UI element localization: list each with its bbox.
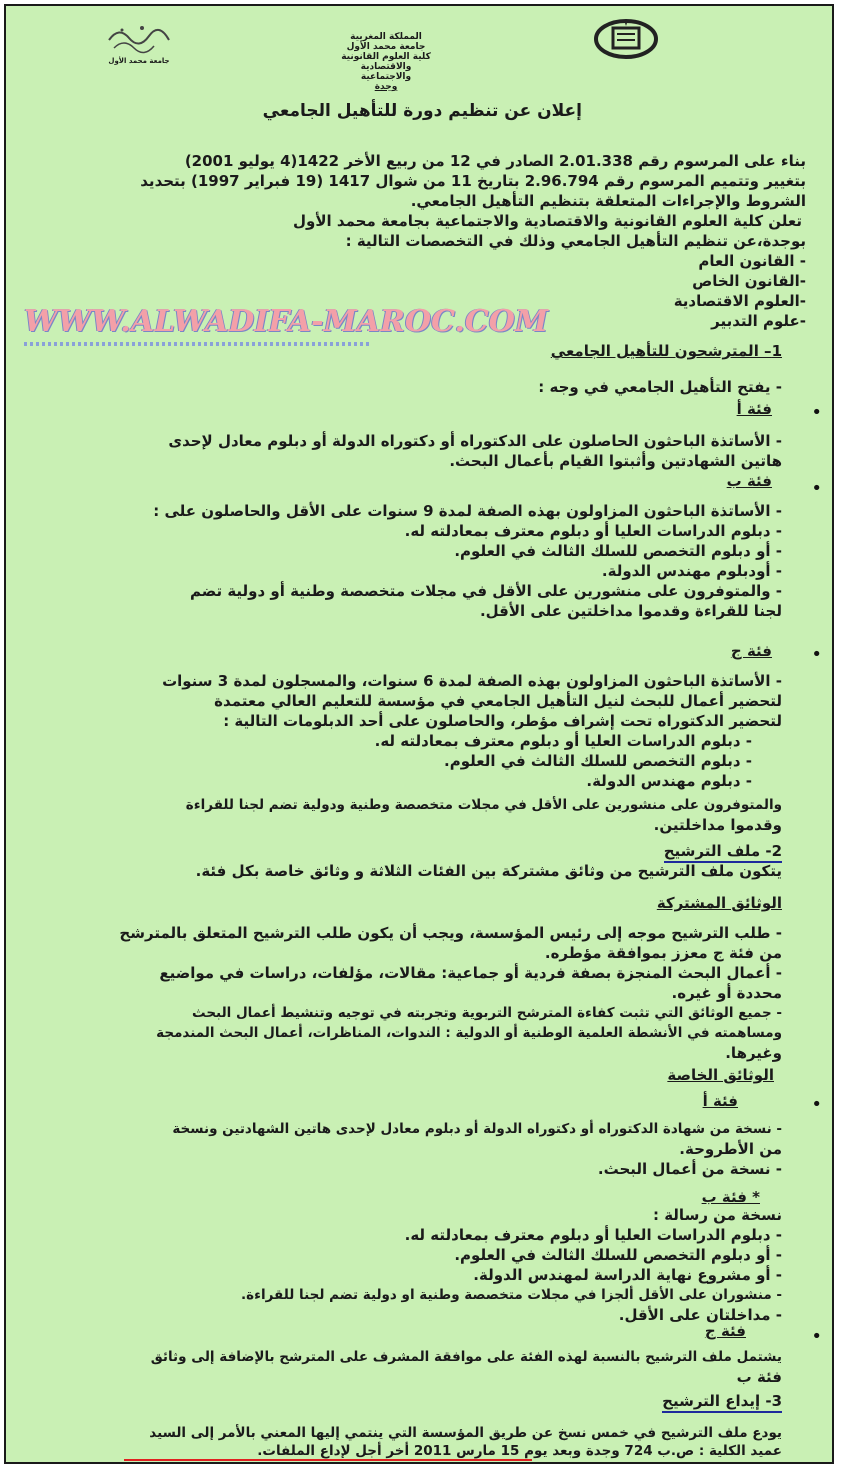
intro-line-1: بناء على المرسوم رقم 2.01.338 الصادر في 12 من ربيع الأخر 1422(4 يوليو 2001) (184, 152, 806, 170)
intro-line-4: تعلن كلية العلوم القانونية والاقتصادية والاجتماعية بجامعة محمد الأول (293, 212, 802, 230)
section3-line-2: عميد الكلية : ص.ب 724 وجدة وبعد يوم 15 مارس 2011 أخر أجل لإداع الملفات. (257, 1443, 782, 1459)
special-cat-b-line-1: نسخة من رسالة : (652, 1206, 782, 1224)
special-cat-b-label: * فئة ب (701, 1188, 760, 1206)
faculty-logo (591, 16, 661, 62)
section2-intro: يتكون ملف الترشيح من وثائق مشتركة بين الفئات الثلاثة و وثائق خاصة بكل فئة. (195, 862, 782, 880)
common-doc-line-3: - أعمال البحث المنجزة بصفة فردية أو جماعية: مقالات، مؤلفات، دراسات في مواضيع (159, 964, 782, 982)
section1-intro: - يفتح التأهيل الجامعي في وجه : (538, 378, 782, 396)
section1-cat-b-line-5: - والمتوفرون على منشورين على الأقل في مجلات متخصصة وطنية أو دولية تضم (189, 582, 782, 600)
section1-cat-c-line-7: والمتوفرون على منشورين على الأقل في مجلات متخصصة وطنية ودولية تضم لجنا للقراءة (185, 797, 782, 813)
section1-cat-b-line-1: - الأساتذة الباحثون المزاولون بهذه الصفة لمدة 9 سنوات على الأقل والحاصلون على : (153, 502, 782, 520)
section1-cat-c-line-6: - دبلوم مهندس الدولة. (586, 772, 752, 790)
section1-cat-c-line-4: - دبلوم الدراسات العليا أو دبلوم معترف بمعادلته له. (374, 732, 752, 750)
special-cat-b-line-5: - منشوران على الأقل ألجزا في مجلات متخصصة وطنية او دولية تضم لجنا للقراءة. (241, 1287, 782, 1303)
header-line-5: وجدة (374, 82, 398, 92)
specialty-4: -علوم التدبير (711, 312, 806, 330)
section1-cat-c-line-2: لتحضير أعمال للبحث لنيل التأهيل الجامعي في مؤسسة للتعليم العالي معتمدة (214, 692, 782, 710)
section3-line-1: يودع ملف الترشيح في خمس نسخ عن طريق المؤسسة التي ينتمي إليها المعني بالأمر إلى السيد (149, 1425, 782, 1441)
intro-line-2: بتغيير وتتميم المرسوم رقم 2.96.794 بتاريخ 11 من شوال 1417 (19 فبراير 1997) بتحديد (140, 172, 806, 190)
section3-heading: 3- إيداع الترشيح (662, 1392, 782, 1413)
special-cat-c-line-2: فئة ب (736, 1368, 782, 1386)
faculty-emblem-icon (591, 16, 661, 62)
common-doc-line-6: ومساهمته في الأنشطة العلمية الوطنية أو الدولية : الندوات، المناظرات، أعمال البحث المندمجة (156, 1025, 782, 1041)
header-line-3: كلية العلوم القانونية (341, 52, 431, 62)
bullet-icon: • (811, 478, 822, 499)
header-line-1: المملكة المغربية (350, 32, 422, 42)
section1-cat-b-line-3: - أو دبلوم التخصص للسلك الثالث في العلوم. (454, 542, 782, 560)
special-cat-b-line-6: - مداخلتان على الأقل. (618, 1306, 782, 1324)
header-line-4: والاقتصادية والاجتماعية (360, 62, 412, 82)
specialty-2: -القانون الخاص (692, 272, 806, 290)
section1-cat-b-line-4: - أودبلوم مهندس الدولة. (601, 562, 782, 580)
section1-cat-a-line-1: - الأساتذة الباحثون الحاصلون على الدكتوراه أو دكتوراه الدولة أو دبلوم معادل لإحدى (168, 432, 782, 450)
special-cat-a-label: فئة أ (702, 1092, 738, 1110)
common-doc-line-7: وغيرها. (725, 1044, 782, 1062)
special-documents-heading: الوثائق الخاصة (667, 1066, 774, 1084)
watermark-underline (24, 342, 369, 346)
deadline-underline (124, 1459, 532, 1461)
section1-cat-c-line-1: - الأساتذة الباحثون المزاولون بهذه الصفة لمدة 6 سنوات، والمسجلون لمدة 3 سنوات (162, 672, 782, 690)
special-cat-a-line-1: - نسخة من شهادة الدكتوراه أو دكتوراه الدولة أو دبلوم معادل لإحدى هاتين الشهادتين ونسخة (172, 1121, 782, 1137)
common-doc-line-1: - طلب الترشيح موجه إلى رئيس المؤسسة، ويجب أن يكون طلب الترشيح المتعلق بالمترشح (119, 924, 782, 942)
section1-cat-c-line-5: - دبلوم التخصص للسلك الثالث في العلوم. (444, 752, 752, 770)
bullet-icon: • (811, 644, 822, 665)
special-cat-c-label: فئة ج (704, 1322, 746, 1340)
special-cat-b-line-4: - أو مشروع نهاية الدراسة لمهندس الدولة. (473, 1266, 782, 1284)
bullet-icon: • (811, 402, 822, 423)
section1-cat-a-line-2: هاتين الشهادتين وأثبتوا القيام بأعمال البحث. (449, 452, 782, 470)
special-cat-a-line-3: - نسخة من أعمال البحث. (597, 1160, 782, 1178)
specialty-3: -العلوم الاقتصادية (673, 292, 806, 310)
section2-heading: 2- ملف الترشيح (664, 842, 782, 863)
section1-cat-b-line-6: لجنا للقراءة وقدموا مداخلتين على الأقل. (479, 602, 782, 620)
bullet-icon: • (811, 1326, 822, 1347)
header-line-2: جامعة محمد الأول (346, 42, 426, 52)
common-doc-line-2: من فئة ج معزز بموافقة مؤطره. (544, 944, 782, 962)
special-cat-c-line-1: يشتمل ملف الترشيح بالنسبة لهذه الفئة على موافقة المشرف على المترشح بالإضافة إلى وثائق (150, 1349, 782, 1365)
special-cat-a-line-2: من الأطروحة. (679, 1140, 782, 1158)
section1-cat-c-line-3: لتحضير الدكتوراه تحت إشراف مؤطر، والحاصلون على أحد الدبلومات التالية : (223, 712, 782, 730)
university-logo-text: جامعة محمد الأول (108, 57, 170, 65)
section1-cat-a-label: فئة أ (736, 400, 772, 418)
common-doc-line-4: محددة أو غيره. (671, 984, 782, 1002)
common-documents-heading: الوثائق المشتركة (656, 894, 782, 912)
intro-line-5: بوجدة،عن تنظيم التأهيل الجامعي وذلك في التخصصات التالية : (345, 232, 806, 250)
special-cat-b-line-3: - أو دبلوم التخصص للسلك الثالث في العلوم. (454, 1246, 782, 1264)
institution-header (336, 32, 436, 92)
document-page (4, 4, 834, 1464)
section1-cat-b-line-2: - دبلوم الدراسات العليا أو دبلوم معترف بمعادلته له. (404, 522, 782, 540)
special-cat-b-line-2: - دبلوم الدراسات العليا أو دبلوم معترف بمعادلته له. (404, 1226, 782, 1244)
section1-heading: 1– المترشحون للتأهيل الجامعي (550, 342, 782, 360)
intro-line-3: الشروط والإجراءات المتعلقة بتنظيم التأهيل الجامعي. (410, 192, 806, 210)
university-calligraphy-icon (104, 18, 174, 58)
bullet-icon: • (811, 1094, 822, 1115)
section1-cat-c-label: فئة ج (730, 642, 772, 660)
university-logo (104, 18, 174, 65)
common-doc-line-5: - جميع الوثائق التي تثبت كفاءة المترشح التربوية وتجربته في توجيه وتنشيط أعمال البحث (192, 1005, 782, 1021)
section1-cat-b-label: فئة ب (726, 472, 772, 490)
section1-cat-c-line-8: وقدموا مداخلتين. (653, 816, 782, 834)
page-title: إعلان عن تنظيم دورة للتأهيل الجامعي (262, 101, 582, 121)
watermark: WWW.ALWADIFA-MAROC.COM (24, 304, 549, 339)
specialty-1: - القانون العام (698, 252, 806, 270)
